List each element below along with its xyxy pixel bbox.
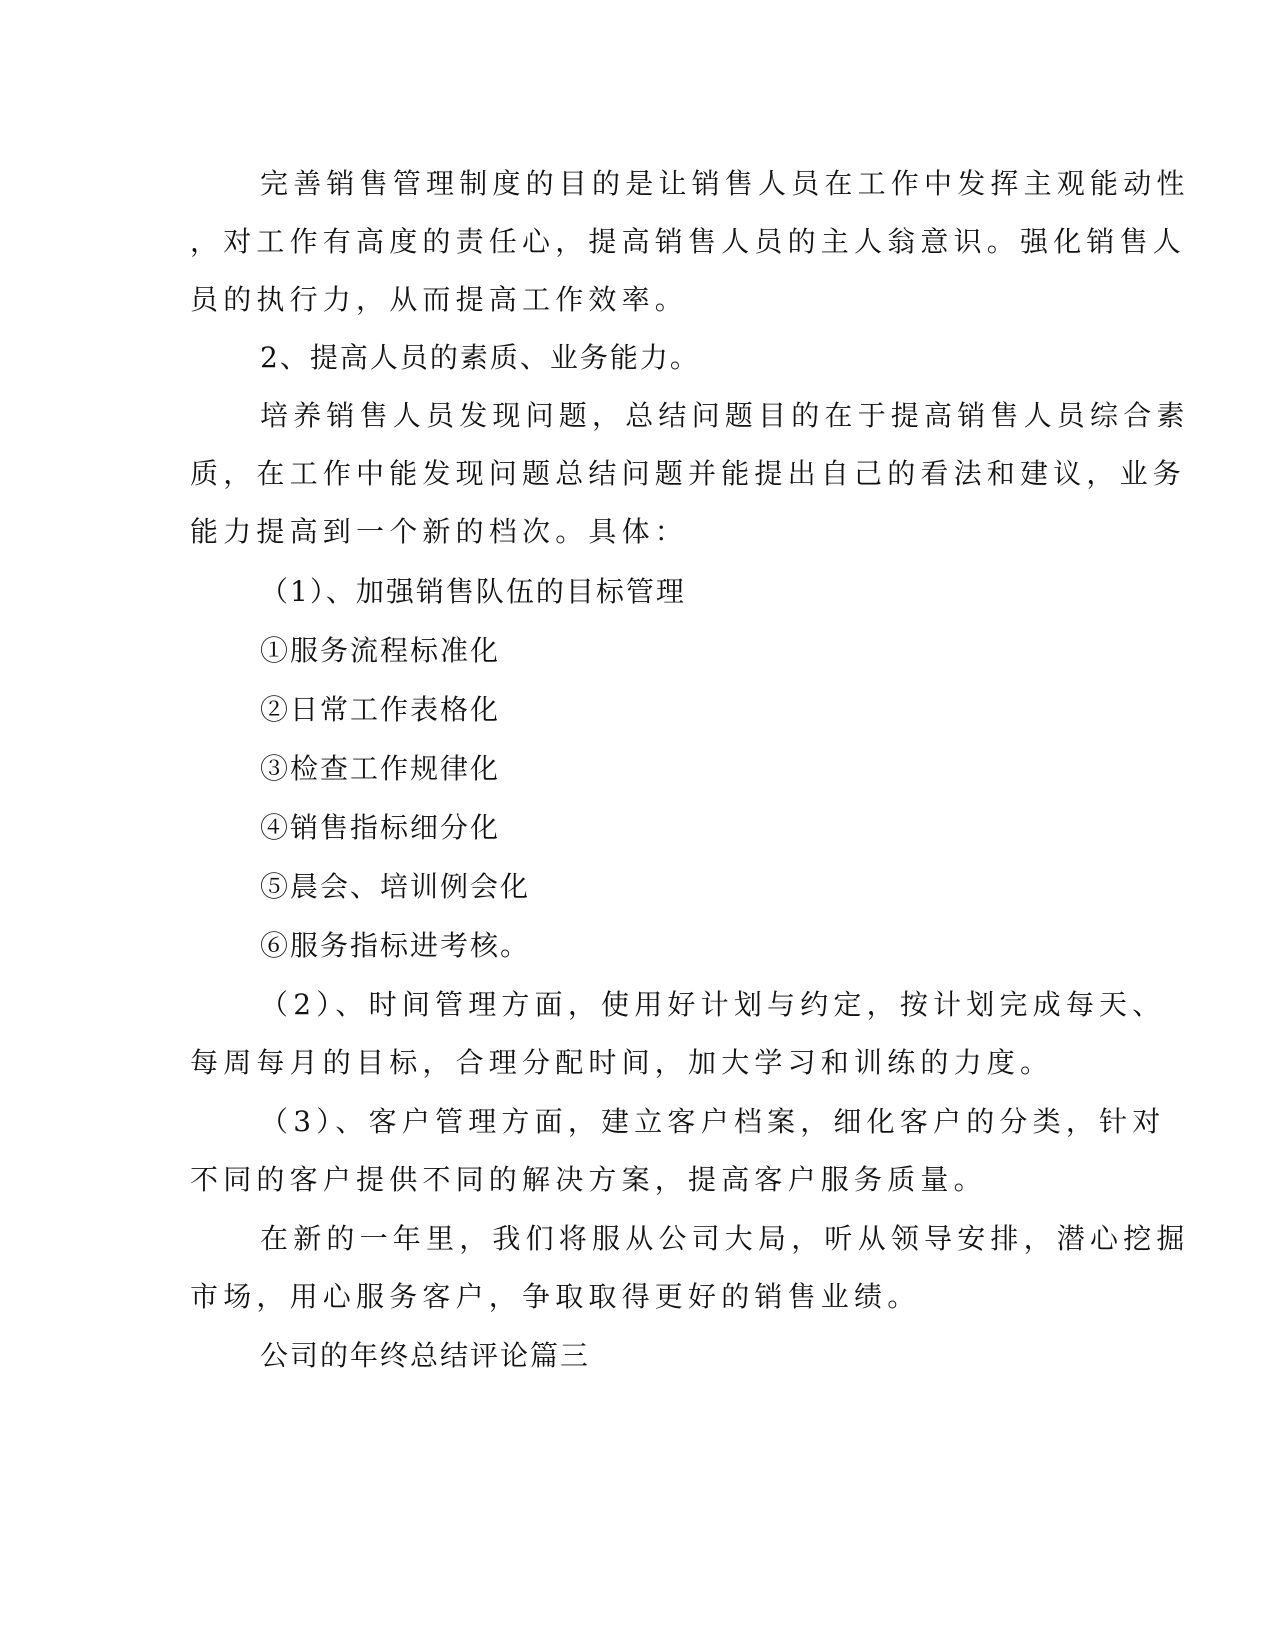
paragraph-line: 能力提高到一个新的档次。具体：	[190, 515, 689, 548]
paragraph-line: 质，在工作中能发现问题总结问题并能提出自己的看法和建议，业务	[190, 457, 1187, 490]
paragraph-line: 在新的一年里，我们将服从公司大局，听从领导安排，潜心挖掘	[260, 1222, 1190, 1255]
paragraph-line: （3）、客户管理方面，建立客户档案，细化客户的分类，针对	[260, 1105, 1166, 1138]
list-item: ⑤晨会、培训例会化	[260, 870, 531, 903]
list-item: ①服务流程标准化	[260, 634, 501, 667]
paragraph-line: 完善销售管理制度的目的是让销售人员在工作中发挥主观能动性	[260, 167, 1190, 200]
paragraph-line: 市场，用心服务客户，争取取得更好的销售业绩。	[190, 1280, 921, 1313]
paragraph-line: ，对工作有高度的责任心，提高销售人员的主人翁意识。强化销售人	[190, 225, 1187, 258]
list-item: ②日常工作表格化	[260, 693, 501, 726]
section-heading: 2、提高人员的素质、业务能力。	[260, 341, 700, 374]
paragraph-line: 培养销售人员发现问题，总结问题目的在于提高销售人员综合素	[260, 399, 1190, 432]
paragraph-line: 不同的客户提供不同的解决方案，提高客户服务质量。	[190, 1163, 987, 1196]
list-item: ③检查工作规律化	[260, 752, 501, 785]
paragraph-line: 员的执行力，从而提高工作效率。	[190, 283, 689, 316]
paragraph-line: （2）、时间管理方面，使用好计划与约定，按计划完成每天、	[260, 988, 1166, 1021]
list-item: ④销售指标细分化	[260, 811, 501, 844]
section-title: 公司的年终总结评论篇三	[260, 1339, 591, 1372]
subheading-line: （1）、加强销售队伍的目标管理	[260, 575, 686, 608]
list-item: ⑥服务指标进考核。	[260, 929, 531, 962]
paragraph-line: 每周每月的目标，合理分配时间，加大学习和训练的力度。	[190, 1046, 1054, 1079]
